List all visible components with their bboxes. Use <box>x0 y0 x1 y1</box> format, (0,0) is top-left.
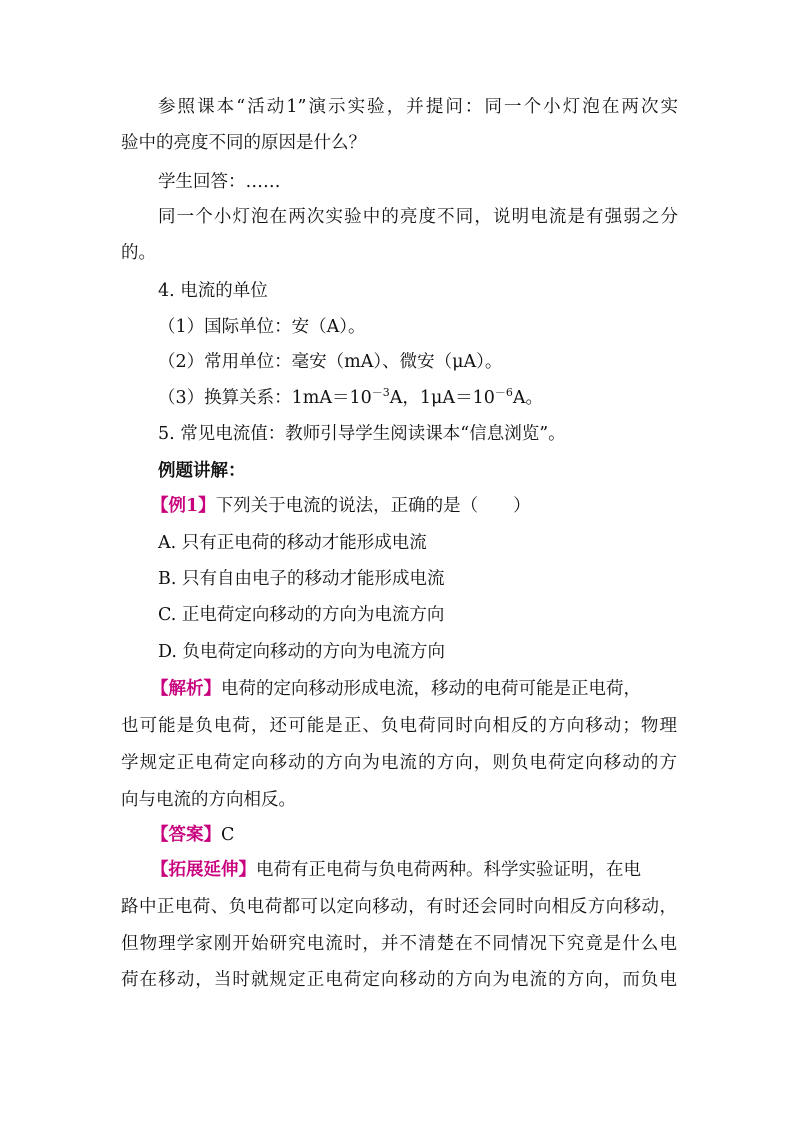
answer-tag: 【答案】 <box>151 825 221 845</box>
example-1-question <box>151 494 531 518</box>
analysis-line2: 也可能是负电荷，还可能是正、负电荷同时向相反的方向移动；物理 <box>121 716 677 736</box>
answer-line <box>151 823 234 847</box>
option-b: B. 只有自由电子的移动才能形成电流 <box>158 569 445 589</box>
option-c: C. 正电荷定向移动的方向为电流方向 <box>158 605 445 625</box>
option-d: D. 负电荷定向移动的方向为电流方向 <box>158 642 446 662</box>
unit-item-2: （2）常用单位：毫安（mA）、微安（μA）。 <box>158 352 503 372</box>
extension-text-1: 电荷有正电荷与负电荷两种。科学实验证明，在电 <box>256 860 641 880</box>
conversion-mid: A，1μA＝10 <box>389 388 495 408</box>
unit-item-1: （1）国际单位：安（A）。 <box>158 317 366 337</box>
paragraph-brightness-line1: 同一个小灯泡在两次实验中的亮度不同，说明电流是有强弱之分 <box>158 207 678 227</box>
student-answer: 学生回答：…… <box>158 172 281 192</box>
extension-line3: 但物理学家刚开始研究电流时，并不清楚在不同情况下究竟是什么电 <box>121 934 677 954</box>
paragraph-intro-line2: 验中的亮度不同的原因是什么？ <box>121 133 366 153</box>
unit-item-3 <box>158 386 543 410</box>
extension-tag: 【拓展延伸】 <box>151 860 256 880</box>
extension-line4: 荷在移动，当时就规定正电荷定向移动的方向为电流的方向，而负电 <box>121 970 677 990</box>
analysis-text-1: 电荷的定向移动形成电流，移动的电荷可能是正电荷， <box>221 679 641 699</box>
analysis-line1 <box>151 677 641 701</box>
extension-line2: 路中正电荷、负电荷都可以定向移动，有时还会同时向相反方向移动， <box>121 897 677 917</box>
paragraph-brightness-line2: 的。 <box>121 243 156 263</box>
section-5: 5. 常见电流值：教师引导学生阅读课本“信息浏览”。 <box>158 424 566 444</box>
exponent-1: －3 <box>371 386 390 399</box>
analysis-line3: 学规定正电荷定向移动的方向为电流的方向，则负电荷定向移动的方 <box>121 753 677 773</box>
analysis-tag: 【解析】 <box>151 679 221 699</box>
analysis-line4: 向与电流的方向相反。 <box>121 790 296 810</box>
section-4-heading: 4. 电流的单位 <box>158 281 268 301</box>
example-heading: 例题讲解： <box>158 461 246 481</box>
answer-value: C <box>221 825 235 845</box>
extension-line1 <box>151 858 641 882</box>
example-1-text: 下列关于电流的说法，正确的是（ ） <box>215 496 531 516</box>
option-a: A. 只有正电荷的移动才能形成电流 <box>158 533 427 553</box>
paragraph-intro-line1: 参照课本“活动1”演示实验，并提问：同一个小灯泡在两次实 <box>158 97 678 117</box>
conversion-suffix: A。 <box>512 388 543 408</box>
exponent-2: －6 <box>494 386 513 399</box>
example-1-tag: 【例1】 <box>151 496 216 516</box>
conversion-prefix: （3）换算关系：1mA＝10 <box>158 388 372 408</box>
